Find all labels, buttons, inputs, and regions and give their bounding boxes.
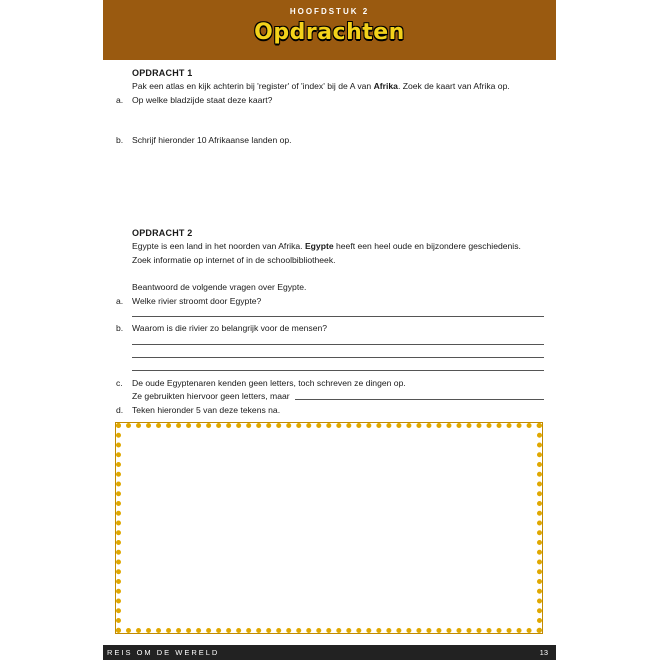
answer-line[interactable] [295,399,544,400]
question-2c-text-line2: Ze gebruikten hiervoor geen letters, maar [132,391,290,401]
opdracht2-instruction: Beantwoord de volgende vragen over Egypte. [132,282,307,292]
question-2c-letter: c. [116,378,123,388]
opdracht1-heading: OPDRACHT 1 [132,68,193,78]
question-2b-text: Waarom is die rivier zo belangrijk voor de mensen? [132,323,328,333]
opdracht2-intro-line1 [132,241,521,252]
opdracht1-intro-bold: Afrika [373,81,398,91]
answer-line[interactable] [132,344,544,345]
opdracht2-intro-bold: Egypte [304,241,334,251]
chapter-header [103,0,556,60]
question-2c-text: De oude Egyptenaren kenden geen letters, toch schreven ze dingen op. [132,378,406,388]
question-2d-letter: d. [116,405,124,415]
question-2a-letter: a. [116,296,124,306]
page-number: 13 [539,648,548,657]
answer-line[interactable] [132,370,544,371]
opdracht1-intro-pre: Pak een atlas en kijk achterin bij 'register' of 'index' bij de A van [132,81,374,91]
question-2a-text: Welke rivier stroomt door Egypte? [132,296,262,306]
question-2d-text: Teken hieronder 5 van deze tekens na. [132,405,281,415]
page-footer [103,645,556,660]
worksheet-page [103,0,556,660]
book-title: REIS OM DE WERELD [107,648,220,657]
question-1a-text: Op welke bladzijde staat deze kaart? [132,95,273,105]
chapter-label: HOOFDSTUK 2 [289,7,370,16]
opdracht1-intro-post: . Zoek de kaart van Afrika op. [397,81,510,91]
question-1b-text: Schrijf hieronder 10 Afrikaanse landen op. [132,135,292,145]
question-1b-letter: b. [116,135,124,145]
page-title: Opdrachten [254,20,405,45]
question-1a-letter: a. [116,95,124,105]
question-2b-letter: b. [116,323,124,333]
opdracht2-heading: OPDRACHT 2 [132,228,193,238]
opdracht2-intro-post: heeft een heel oude en bijzondere geschiedenis. [333,241,521,251]
opdracht2-intro-pre: Egypte is een land in het noorden van Afrika. [132,241,305,251]
answer-line[interactable] [132,357,544,358]
opdracht1-intro [132,81,510,92]
drawing-box[interactable] [116,423,542,633]
answer-line[interactable] [132,316,544,317]
opdracht2-intro-line2: Zoek informatie op internet of in de schoolbibliotheek. [132,255,336,265]
